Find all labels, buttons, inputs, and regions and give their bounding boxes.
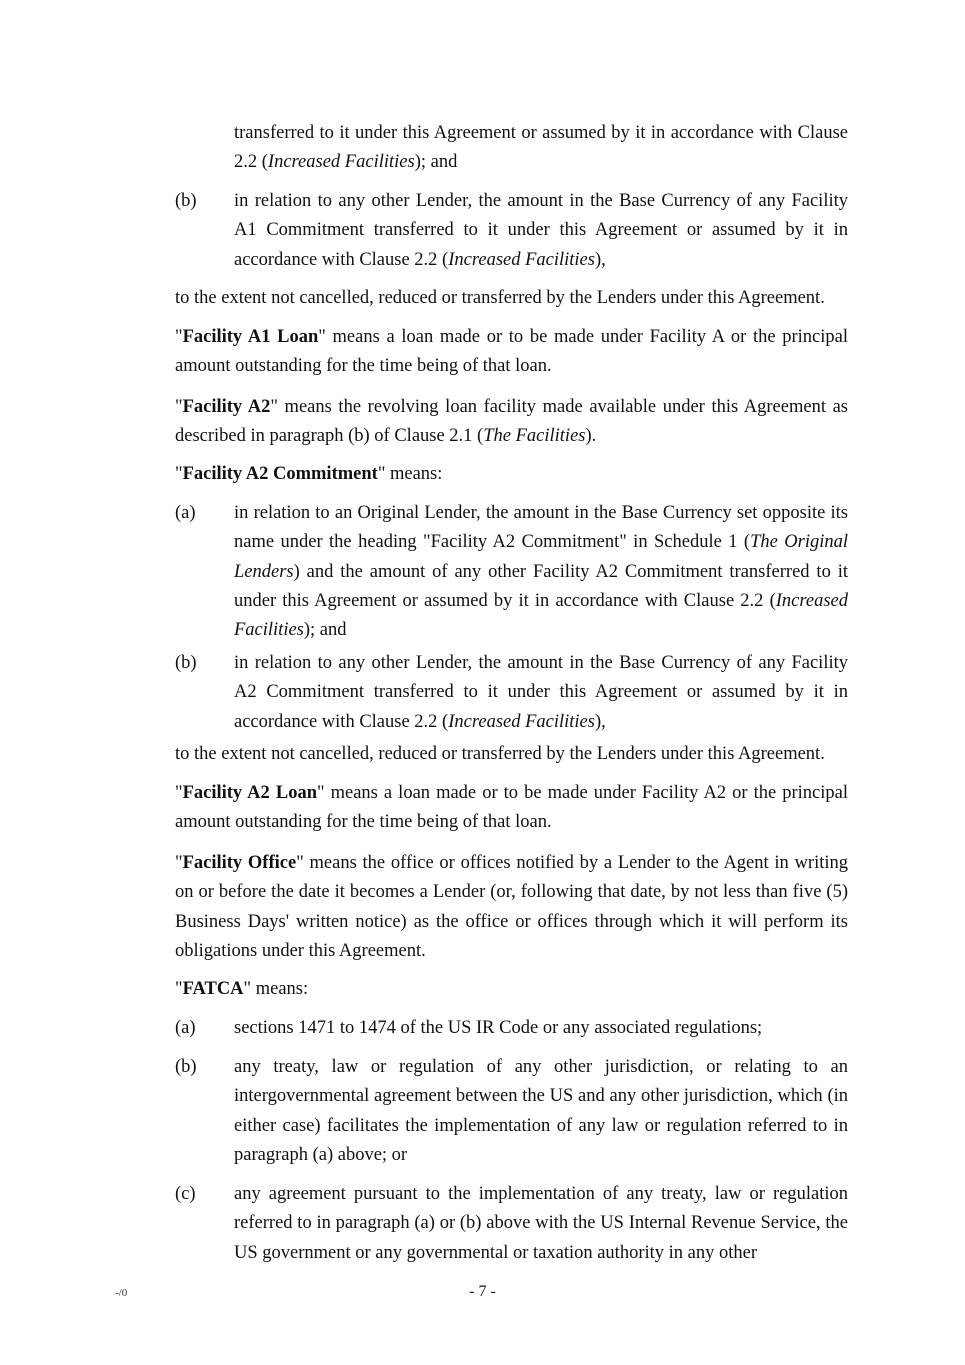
- list-label: (c): [175, 1184, 196, 1204]
- footer-reference: -/0: [115, 1287, 128, 1299]
- definition-facility-a1-loan: "Facility A1 Loan" means a loan made or to be made under Facility A or the principal amount outstanding for the time being of that loan.: [175, 327, 848, 377]
- list-item-text: in relation to any other Lender, the amount in the Base Currency of any Facility A1 Commitment transferred to it under this Agreement or assumed by it in accordance with Clause 2.2 (Increased Facilities),: [234, 191, 848, 270]
- continuation-paragraph: transferred to it under this Agreement or assumed by it in accordance with Clause 2.2 (Increased Facilities); and: [234, 123, 848, 173]
- definition-facility-office: "Facility Office" means the office or offices notified by a Lender to the Agent in writing on or before the date it becomes a Lender (or, following that date, by not less than five (5) Business Days' written notice) as the office or offices through which it will perform its obligations under this Agreement.: [175, 853, 848, 961]
- list-label: (a): [175, 503, 196, 523]
- list-item-text: sections 1471 to 1474 of the US IR Code or any associated regulations;: [234, 1018, 763, 1038]
- list-item-text: any treaty, law or regulation of any other jurisdiction, or relating to an intergovernmental agreement between the US and any other jurisdiction, which (in either case) facilitates the implementation of any law or regulation referred to in paragraph (a) above; or: [234, 1057, 848, 1165]
- list-item-text: in relation to any other Lender, the amount in the Base Currency of any Facility A2 Commitment transferred to it under this Agreement or assumed by it in accordance with Clause 2.2 (Increased Facilities),: [234, 653, 848, 732]
- definition-facility-a2: "Facility A2" means the revolving loan facility made available under this Agreement as described in paragraph (b) of Clause 2.1 (The Facilities).: [175, 397, 849, 447]
- list-item-text: in relation to an Original Lender, the amount in the Base Currency set opposite its name under the heading "Facility A2 Commitment" in Schedule 1 (The Original Lenders) and the amount of any other Facility A2 Commitment transferred to it under this Agreement or assumed by it in accordance with Clause 2.2 (Increased Facilities); and: [234, 503, 848, 641]
- list-label: (a): [175, 1018, 196, 1038]
- definition-facility-a2-loan: "Facility A2 Loan" means a loan made or to be made under Facility A2 or the principal amount outstanding for the time being of that loan.: [175, 783, 848, 833]
- definition-facility-a2-commitment: "Facility A2 Commitment" means:: [175, 464, 443, 484]
- list-label: (b): [175, 653, 197, 673]
- page-number: - 7 -: [469, 1283, 496, 1300]
- extent-paragraph: to the extent not cancelled, reduced or transferred by the Lenders under this Agreement.: [175, 744, 825, 764]
- list-item-text: any agreement pursuant to the implementation of any treaty, law or regulation referred to in paragraph (a) or (b) above with the US Internal Revenue Service, the US government or any governmental or taxation authority in any other: [234, 1184, 848, 1263]
- list-label: (b): [175, 1057, 197, 1077]
- definition-fatca: "FATCA" means:: [175, 979, 309, 999]
- extent-paragraph: to the extent not cancelled, reduced or transferred by the Lenders under this Agreement.: [175, 288, 825, 308]
- list-label: (b): [175, 191, 197, 211]
